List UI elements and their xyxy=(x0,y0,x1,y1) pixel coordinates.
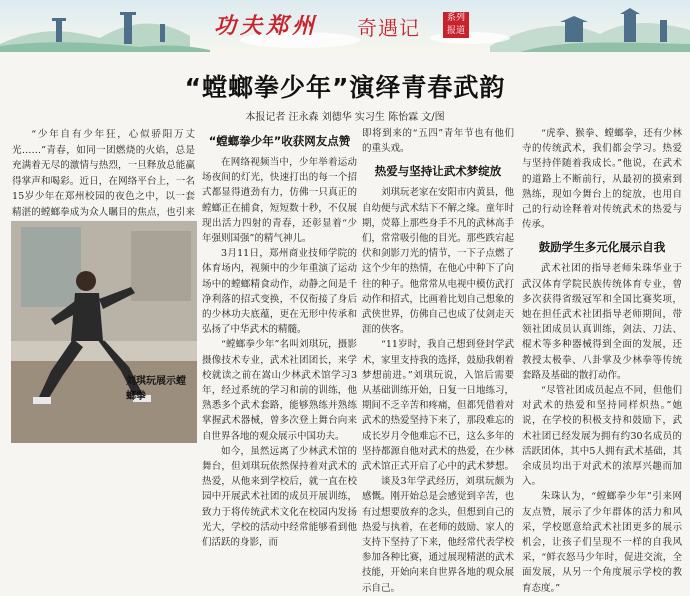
paragraph: “尽管社团成员起点不同，但他们对武术的热爱和坚持同样炽热。”她说，在学校的积极支持和鼓励下，武术社团已经发展为拥有约30名成员的活跃团体，其中5人拥有武术基础，其余成员均出于对武术的浓厚兴趣而加入。 xyxy=(522,385,682,488)
column-three xyxy=(362,126,515,594)
column-four xyxy=(522,126,682,594)
paragraph: 3月11日，郑州商业技师学院的体育场内，视频中的少年重演了运动场中的螳螂精食动作，动静之间是千净利落的招式变换，不仅衔接了身后的少林功夫底蕴，更在无形中传承和弘扬了中华武术的精髓。 xyxy=(202,248,357,336)
paragraph: 朱珠认为，“螳螂拳少年”引来网友点赞，展示了少年群体的活力和风采，学校愿意给武术社团更多的展示机会，让孩子们呈现不一样的自我风采，“鲜衣怒马少年时，促进交流，全面发展，从另一个角度展示学校的教育态度。” xyxy=(522,491,682,594)
photo-kungfu-student xyxy=(11,221,197,443)
lede-paragraph xyxy=(12,127,195,221)
photo-caption: 刘琪玩展示螳螂拳 xyxy=(126,376,186,402)
column-two xyxy=(202,126,357,549)
photo-illustration xyxy=(11,221,197,443)
paragraph: 刘琪玩老家在安阳市内黄县，他自幼便与武术结下不解之缘。童年时期，荧幕上那些身手不凡的武林高手们，常常吸引他的目光。那些跌宕起伏和剑影刀光的情节，一下子点燃了这个少年的热情，在他心中种下了向往的种子。他常常从电视中模仿武打动作和招式，比画着比划自己想象的武侠世界，仿佛自己也成了仗剑走天涯的侠客。 xyxy=(362,187,515,336)
banner-title: 功夫郑州 xyxy=(214,13,319,39)
paragraph: 即将到来的“五四”青年节也有他们的重头戏。 xyxy=(362,128,514,155)
headline: “螳螂拳少年”演绎青春武韵 xyxy=(184,73,506,102)
section-heading-encourage: 鼓励学生多元化展示自我 xyxy=(538,240,666,255)
section-heading-passion: 热爱与坚持让武术梦绽放 xyxy=(374,164,502,179)
column-banner xyxy=(0,0,690,52)
paragraph: 谈及3年学武经历，刘琪玩颇为感慨。刚开始总是会感觉到辛苦，也有过想要放弃的念头，但想到自己的热爱与执着，在老师的鼓励、家人的支持下坚持了下来，他经常代表学校参加各种比赛，通过展现精湛的武术技能，开始向来自世界各地的观众展示自己。 xyxy=(362,476,515,594)
paragraph: “螳螂拳少年”名叫刘琪玩，摄影摄像技术专业，武术社团团长，来学校就读之前在嵩山少林武术馆学习3年，经过系统的学习和前的训练，他熟悉多个武术套路，能够熟练并熟练掌握武术器械，曾多次登上舞台向来自世界各地的观众展示中国功夫。 xyxy=(202,339,357,442)
paragraph: 武术社团的指导老师朱珠华业于武汉体育学院民族传统体育专业，曾多次获得省级冠军和全国比赛奖项，她在担任武术社团指导老师期间，带领社团成员认真训练，剑法、刀法、棍术等多种器械得到全面的发展，还教授太极拳、八卦掌及少林拳等传统套路及基础的散打动作。 xyxy=(522,263,682,381)
paragraph: 在网络视频当中，少年举着运动场夜间的灯光，快速打出的每一个招式都显得遒劲有力，仿佛一只真正的螳螂正在捕食，短短数十秒，不仅展现出活力四射的青春，还彰显着“少年强则国强”的精气神儿。 xyxy=(202,157,357,245)
banner-landscape-illustration xyxy=(0,0,690,52)
paragraph: 如今，虽然远离了少林武术馆的舞台，但刘琪玩依然保持着对武术的热爱，从他来到学校后，就一直在校园中开展武术社团的成员开展训练，致力于将传统武术文化在校园内发扬光大，学校的活动中经常能够看到他们活跃的身影，而 xyxy=(202,445,357,549)
paragraph: “11岁时，我自己想到登封学武术，家里支持我的选择，鼓励我朝着梦想前进。”刘琪玩说，入馆后需要从基础训练开始，日复一日地练习，期间不乏辛苦和疼痛，但都凭借着对武术的热爱坚持下来了，那段难忘的成长岁月令他难忘不已，这么多年的坚持都源自他对武术的热爱，在少林武术馆正式开启了心中的武术梦想。 xyxy=(362,339,515,473)
lede-text: “少年自有少年狂，心似骄阳万丈光……”青春，如同一团燃烧的火焰，总是充满着无尽的激情与热烈，一旦释放总能赢得掌声和喝彩。近日，在网络平台上，一名15岁少年在郑州校园的夜色之中，以一套精湛的螳螂拳成为众人瞩目的焦点，也引来 xyxy=(12,129,195,218)
section-heading-likes: “螳螂拳少年”收获网友点赞 xyxy=(208,134,351,148)
banner-subtitle: 奇遇记 xyxy=(357,16,420,40)
series-tag: 系列报道 xyxy=(443,12,469,38)
paragraph: “虎拳、猴拳、螳螂拳，还有少林寺的传统武术，我们都会学习。热爱与坚持伴随着我成长。”他说，在武术的道路上不断前行，从最初的摸索到熟练，现如今舞台上的绽放，也用自己的行动诠释着对传统武术的热爱与传承。 xyxy=(522,128,682,231)
byline: 本报记者 汪永森 刘德华 实习生 陈怡霖 文/图 xyxy=(245,112,445,123)
